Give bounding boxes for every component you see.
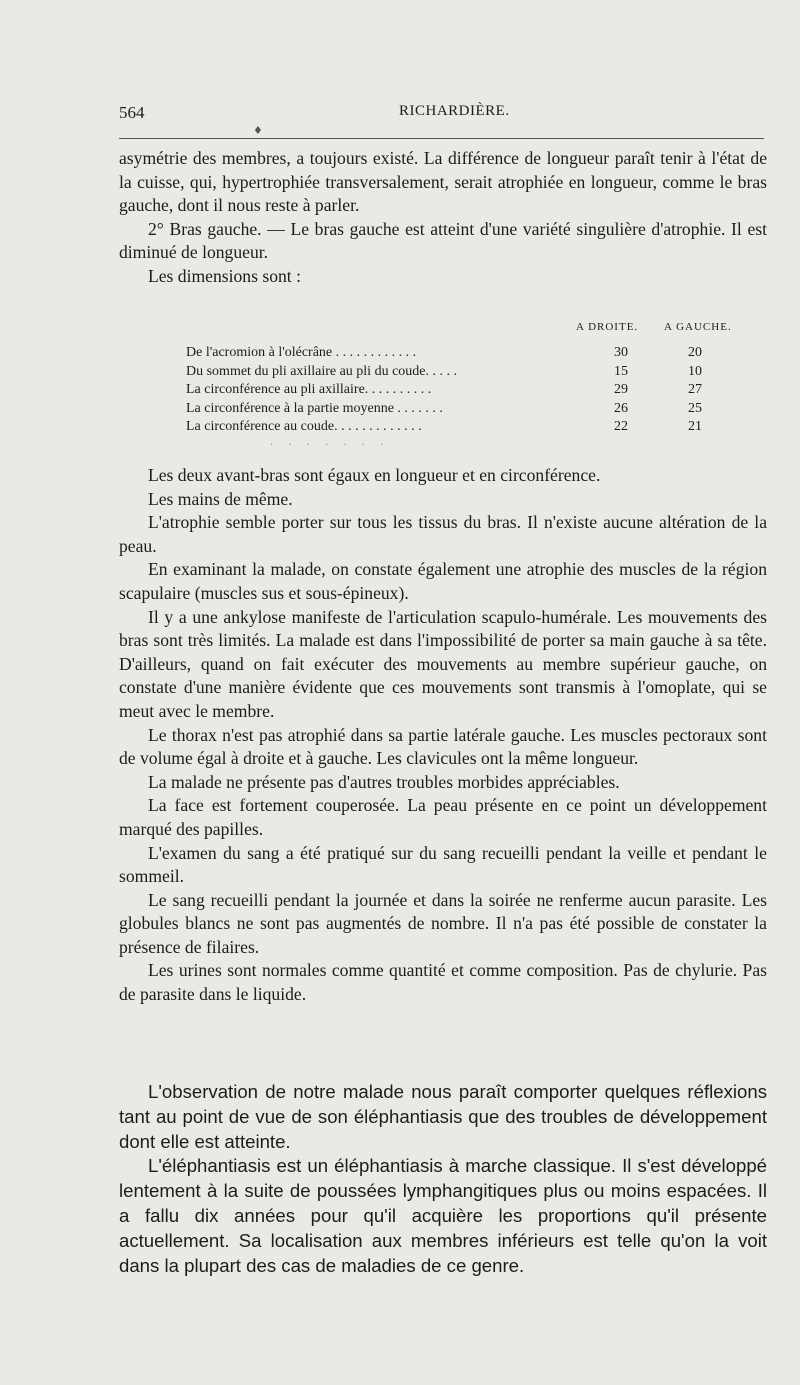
paragraph: Les mains de même. — [148, 488, 293, 509]
paragraph: L'observation de notre malade nous paraît comporter quelques réflexions tant au point de vue de son éléphantiasis que des troubles de développement dont elle est atteinte. — [119, 1081, 767, 1152]
paragraph: En examinant la malade, on constate également une atrophie des muscles de la région scapulaire (muscles sus et sous-épineux). — [119, 559, 767, 603]
table-row — [186, 381, 766, 400]
column-header-gauche: A GAUCHE. — [664, 321, 732, 333]
paragraph: L'examen du sang a été pratiqué sur du sang recueilli pendant la veille et pendant le sommeil. — [119, 842, 767, 887]
paragraph: L'éléphantiasis est un éléphantiasis à marche classique. Il s'est développé lentement à la suite de poussées lymphangitiques plus ou moins espacées. Il a fallu dix années pour qu'il acquière les proportions qu'il présente actuellement. Sa localisation aux membres inférieurs est telle qu'on la voit dans la plupart des cas de maladies de ce genre. — [119, 1155, 767, 1276]
row-label: La circonférence au pli axillaire. . . . . . . . . . — [186, 382, 432, 397]
paragraph-text: 2° Bras gauche. — Le bras gauche est atteint d'une variété singulière d'atrophie. Il est diminué de longueur. — [119, 218, 767, 263]
table-row — [186, 400, 766, 419]
paragraph: Les deux avant-bras sont égaux en longueur et en circonférence. — [148, 465, 601, 485]
value-droite: 30 — [614, 345, 628, 360]
table-header — [186, 318, 766, 344]
table-row — [186, 344, 766, 363]
header-rule — [119, 138, 764, 139]
dimensions-table — [186, 318, 766, 437]
value-gauche: 25 — [688, 400, 702, 416]
page-number: 564 — [119, 103, 145, 122]
row-label: La circonférence au coude. . . . . . . . . . . . . — [186, 419, 422, 434]
text-block-2 — [119, 464, 767, 1007]
row-label: De l'acromion à l'olécrâne . . . . . . . . . . . . — [186, 345, 417, 360]
paragraph — [119, 218, 767, 265]
paragraph: Les dimensions sont : — [148, 265, 301, 286]
paragraph: Le sang recueilli pendant la journée et dans la soirée ne renferme aucun parasite. Les globules blancs ne sont pas augmentés de nombre. Il n'a pas été possible de constater la présence de filaires. — [119, 889, 767, 957]
value-droite: 26 — [614, 400, 628, 416]
value-gauche: 10 — [688, 363, 702, 379]
print-specks: · · · · · · · — [270, 440, 390, 451]
paragraph: asymétrie des membres, a toujours existé. La différence de longueur paraît tenir à l'état de la cuisse, qui, hypertrophiée transversalement, serait atrophiée en longueur, comme le bras gauche, dont il nous reste à parler. — [119, 148, 767, 216]
paragraph: Il y a une ankylose manifeste de l'articulation scapulo-humérale. Les mouvements des bras sont très limités. La malade est dans l'impossibilité de porter sa main gauche à sa tête. D'ailleurs, quand on fait exécuter des mouvements au membre supérieur gauche, on constate d'une manière évidente que ces mouvements sont transmis à l'omoplate, qui se meut avec le membre. — [119, 606, 767, 721]
value-gauche: 20 — [688, 345, 702, 360]
value-gauche: 21 — [688, 419, 702, 434]
ornament-mark: ♦ — [253, 124, 263, 137]
paragraph: La face est fortement couperosée. La peau présente en ce point un développement marqué des papilles. — [119, 795, 767, 839]
running-head — [119, 103, 764, 127]
running-title: RICHARDIÈRE. — [399, 103, 510, 119]
table-row — [186, 363, 766, 382]
value-gauche: 27 — [688, 382, 702, 397]
value-droite: 22 — [614, 419, 628, 434]
column-header-droite: A DROITE. — [576, 321, 639, 333]
text-block-1 — [119, 147, 767, 289]
paragraph: Le thorax n'est pas atrophié dans sa partie latérale gauche. Les muscles pectoraux sont de volume égal à droite et à gauche. Les clavicules ont la même longueur. — [119, 724, 767, 769]
table-row — [186, 418, 766, 437]
row-label: La circonférence à la partie moyenne . . . . . . . — [186, 400, 443, 416]
value-droite: 15 — [614, 363, 628, 379]
value-droite: 29 — [614, 382, 628, 397]
text-block-3 — [119, 1080, 767, 1278]
paragraph: La malade ne présente pas d'autres troubles morbides appréciables. — [148, 771, 620, 792]
paragraph: L'atrophie semble porter sur tous les tissus du bras. Il n'existe aucune altération de la peau. — [119, 512, 767, 556]
row-label: Du sommet du pli axillaire au pli du coude. . . . . — [186, 363, 458, 379]
paragraph: Les urines sont normales comme quantité et comme composition. Pas de chylurie. Pas de parasite dans le liquide. — [119, 960, 767, 1005]
